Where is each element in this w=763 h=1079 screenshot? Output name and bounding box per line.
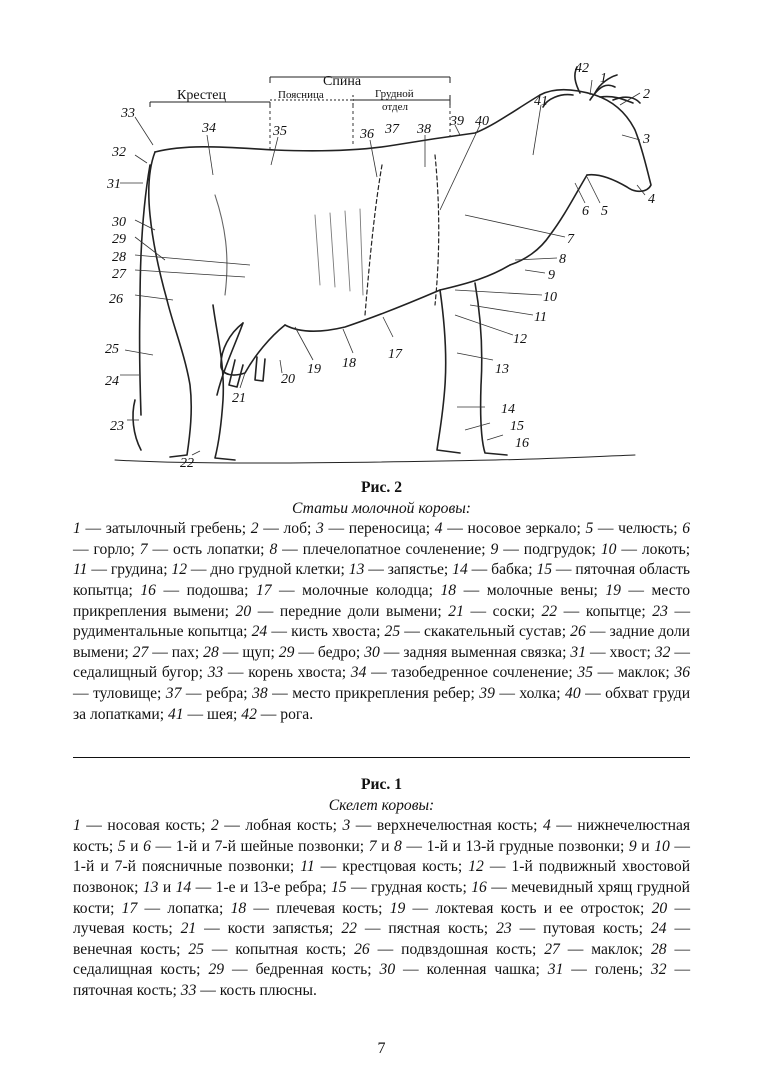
legend-entry: 21 — кости запястья; [180, 920, 342, 938]
legend-entry: 26 — задние доли вымени; [73, 623, 691, 661]
legend-number: 12 [171, 561, 188, 579]
legend-text: плечевая кость [276, 899, 379, 917]
legend-text: лоб [283, 520, 307, 538]
legend-entry: 13 — запястье; [348, 561, 453, 579]
legend-number: 35 [577, 664, 593, 682]
callout-29: 29 [112, 232, 126, 247]
legend-entry: 22 — пястная кость; [341, 920, 497, 938]
legend-text: маклок [591, 940, 639, 958]
legend-number: 5 [585, 520, 594, 538]
legend-text: запястье [387, 561, 444, 579]
legend-number: 8 [394, 837, 402, 855]
legend-text: подгрудок [523, 540, 592, 558]
legend-entry: 30 — коленная чашка; [379, 961, 548, 979]
legend-number: 39 [479, 684, 495, 702]
legend-number: 29 [278, 643, 295, 661]
legend-number: 11 [73, 561, 88, 579]
legend-number: 27 [132, 643, 149, 661]
callout-28: 28 [112, 250, 126, 265]
legend-entry: 38 — место прикрепления ребер; [252, 684, 480, 702]
legend-entry: 15 — пяточная область копытца; [73, 561, 691, 599]
legend-number: 22 [541, 602, 558, 620]
legend-entry: 40 — обхват груди за лопатками; [73, 684, 691, 723]
figure1-caption [73, 775, 690, 1002]
legend-text: 1-й и 13-й грудные позвонки [426, 837, 620, 855]
legend-number: 15 [330, 878, 347, 896]
legend-entry: 36 — туловище; [73, 664, 691, 702]
legend-text: 1-й и 7-й поясничные позвонки [73, 858, 290, 876]
legend-entry: 12 — дно грудной клетки; [171, 561, 349, 579]
callout-41: 41 [534, 94, 548, 109]
callout-33: 33 [121, 106, 135, 121]
legend-number: 33 [180, 981, 197, 999]
legend-text: челюсть [618, 520, 674, 538]
legend-number: 14 [175, 878, 192, 896]
legend-number: 19 [605, 581, 621, 599]
segment-label-loin: Поясница [278, 89, 324, 101]
callout-40: 40 [475, 114, 489, 129]
legend-number: 24 [251, 623, 268, 641]
legend-entry: 37 — ребра; [165, 684, 253, 702]
callout-16: 16 [515, 436, 529, 451]
legend-number: 33 [207, 664, 224, 682]
legend-text: копытце [585, 602, 642, 620]
callout-4: 4 [648, 192, 655, 207]
callout-2: 2 [643, 87, 650, 102]
legend-entry: 4 — носовое зеркало; [434, 520, 586, 538]
legend-text: голень [594, 961, 639, 979]
legend-entry: 28 — щуп; [203, 643, 279, 661]
legend-entry: 39 — холка; [479, 684, 566, 702]
legend-entry: 13 и 14 — 1-е и 13-е ребра; [142, 878, 331, 896]
legend-entry: 23 — путовая кость; [496, 920, 651, 938]
legend-entry: 29 — бедренная кость; [208, 961, 380, 979]
callout-8: 8 [559, 252, 566, 267]
legend-text: пястная кость [388, 920, 484, 938]
legend-number: 14 [452, 561, 468, 579]
legend-number: 32 [654, 643, 671, 661]
callout-22: 22 [180, 456, 194, 471]
legend-entry: 1 — носовая кость; [73, 817, 211, 835]
legend-number: 24 [650, 920, 667, 938]
legend-text: коленная чашка [426, 961, 536, 979]
callout-17: 17 [388, 347, 402, 362]
callout-39: 39 [450, 114, 464, 129]
legend-text: грудная кость [371, 878, 463, 896]
legend-number: 10 [600, 540, 617, 558]
legend-number: 26 [570, 623, 586, 641]
legend-number: 18 [440, 581, 457, 599]
callout-27: 27 [112, 267, 126, 282]
legend-entry: 7 — ость лопатки; [139, 540, 270, 558]
callout-6: 6 [582, 204, 589, 219]
legend-entry: 18 — плечевая кость; [230, 899, 390, 917]
legend-entry: 15 — грудная кость; [330, 878, 472, 896]
legend-number: 40 [565, 684, 581, 702]
legend-entry: 12 — 1-й подвижный хвостовой позвонок; [73, 858, 691, 896]
segment-label-back: Спина [323, 74, 362, 89]
legend-number: 29 [208, 961, 225, 979]
legend-text: дно грудной клетки [210, 561, 341, 579]
legend-number: 8 [269, 540, 278, 558]
legend-entry: 27 — пах; [132, 643, 204, 661]
legend-text: задняя выменная связка [403, 643, 563, 661]
legend-entry: 14 — бабка; [452, 561, 537, 579]
legend-text: подвздошная кость [401, 940, 532, 958]
callout-numbers [105, 61, 655, 471]
legend-text: лопатка [167, 899, 219, 917]
legend-number: 6 [143, 837, 151, 855]
legend-text: лобная кость [245, 817, 333, 835]
callout-31: 31 [107, 177, 121, 192]
legend-text: верхнечелюстная кость [376, 817, 534, 835]
legend-text: бедро [317, 643, 356, 661]
legend-text: тазобедренное сочленение [391, 664, 569, 682]
legend-number: 30 [364, 643, 380, 661]
segment-label-thoracic-2: отдел [382, 101, 408, 113]
legend-number: 25 [384, 623, 401, 641]
legend-entry: 7 и 8 — 1-й и 13-й грудные позвонки; [368, 837, 629, 855]
section-divider [73, 757, 690, 758]
callout-37: 37 [385, 122, 399, 137]
callout-26: 26 [109, 292, 123, 307]
legend-text: носовое зеркало [467, 520, 577, 538]
legend-number: 17 [121, 899, 138, 917]
callout-23: 23 [110, 419, 124, 434]
legend-number: 5 [117, 837, 126, 855]
legend-entry: 31 — хвост; [570, 643, 655, 661]
legend-entry: 3 — верхнечелюстная кость; [342, 817, 543, 835]
legend-entry: 28 — седалищная кость; [73, 940, 691, 979]
legend-number: 7 [139, 540, 148, 558]
figure1-subtitle: Скелет коровы: [328, 796, 435, 814]
legend-number: 2 [250, 520, 259, 538]
legend-number: 25 [188, 940, 204, 958]
legend-entry: 20 — лучевая кость; [73, 899, 691, 938]
legend-entry: 1 — затылочный гребень; [73, 520, 251, 538]
legend-number: 3 [316, 520, 324, 538]
legend-text: 1-й подвижный хвостовой позвонок [73, 858, 691, 896]
legend-text: 1-е и 13-е ребра [215, 878, 323, 896]
legend-entry: 33 — кость плюсны. [180, 981, 317, 999]
legend-number: 2 [211, 817, 219, 835]
cow-outline [115, 67, 651, 463]
callout-12: 12 [513, 332, 527, 347]
legend-text: рудиментальные копытца [73, 623, 244, 641]
legend-text: хвост [609, 643, 647, 661]
legend-text: холка [519, 684, 557, 702]
legend-number: 17 [255, 581, 272, 599]
legend-number: 21 [448, 602, 464, 620]
legend-text: грудина [110, 561, 164, 579]
legend-entry: 9 — подгрудок; [490, 540, 601, 558]
legend-entry: 8 — плечелопатное сочленение; [269, 540, 491, 558]
callout-10: 10 [543, 290, 557, 305]
legend-entry: 2 — лоб; [250, 520, 316, 538]
callout-13: 13 [495, 362, 509, 377]
callout-35: 35 [273, 124, 287, 139]
legend-number: 34 [350, 664, 367, 682]
legend-entry: 35 — маклок; [577, 664, 675, 682]
callout-18: 18 [342, 356, 356, 371]
legend-entry: 17 — лопатка; [121, 899, 231, 917]
legend-entry: 41 — шея; [167, 705, 242, 723]
legend-entry: 25 — копытная кость; [188, 940, 355, 958]
legend-text: ребра [205, 684, 244, 702]
legend-text: корень хвоста [248, 664, 342, 682]
callout-20: 20 [281, 372, 295, 387]
legend-number: 28 [203, 643, 219, 661]
legend-text: обхват груди за лопатками [73, 684, 691, 723]
figure2-title: Рис. 2 [360, 479, 403, 496]
legend-text: плечелопатное сочленение [302, 540, 482, 558]
legend-text: мечевидный хрящ грудной кости [73, 878, 691, 917]
legend-entry: 23 — рудиментальные копытца; [73, 602, 691, 641]
page-number: 7 [377, 1040, 386, 1057]
legend-entry: 32 — седалищный бугор; [73, 643, 691, 682]
legend-entry: 11 — крестцовая кость; [300, 858, 469, 876]
legend-entry: 26 — подвздошная кость; [354, 940, 545, 958]
legend-text: путовая кость [543, 920, 639, 938]
legend-number: 26 [354, 940, 370, 958]
legend-entry: 31 — голень; [547, 961, 651, 979]
legend-number: 1 [73, 817, 81, 835]
legend-number: 15 [536, 561, 553, 579]
legend-entry: 17 — молочные колодца; [255, 581, 441, 599]
legend-text: венечная кость [73, 940, 177, 958]
figure1-legend [73, 816, 690, 1001]
legend-number: 12 [468, 858, 484, 876]
legend-number: 30 [379, 961, 396, 979]
legend-number: 41 [167, 705, 184, 723]
legend-entry: 30 — задняя выменная связка; [364, 643, 571, 661]
legend-text: передние доли вымени [279, 602, 438, 620]
legend-text: место прикрепления ребер [292, 684, 471, 702]
callout-21: 21 [232, 391, 246, 406]
callout-5: 5 [601, 204, 608, 219]
legend-number: 37 [165, 684, 182, 702]
legend-entry: 16 — подошва; [140, 581, 256, 599]
figure1-title: Рис. 1 [360, 776, 403, 793]
legend-entry: 21 — соски; [448, 602, 542, 620]
figure2-subtitle: Статьи молочной коровы: [292, 499, 471, 517]
legend-entry: 42 — рога. [241, 705, 314, 723]
legend-entry: 19 — место прикрепления вымени; [73, 581, 691, 620]
legend-text: крестцовая кость [342, 858, 458, 876]
legend-text: 1-й и 7-й шейные позвонки [175, 837, 360, 855]
legend-text: кость плюсны [219, 981, 313, 999]
segment-label-sacrum: Крестец [177, 88, 226, 103]
callout-9: 9 [548, 268, 555, 283]
legend-entry: 6 — горло; [73, 520, 690, 558]
legend-entry: 19 — локтевая кость и ее отросток; [389, 899, 652, 917]
legend-text: место прикрепления вымени [73, 581, 691, 620]
legend-number: 1 [73, 520, 81, 538]
legend-number: 19 [389, 899, 406, 917]
callout-32: 32 [112, 145, 126, 160]
legend-number: 42 [241, 705, 257, 723]
leader-lines [120, 80, 645, 455]
legend-number: 23 [496, 920, 512, 938]
legend-text: локоть [641, 540, 686, 558]
legend-number: 38 [252, 684, 268, 702]
callout-15: 15 [510, 419, 524, 434]
legend-entry: 3 — переносица; [316, 520, 435, 538]
legend-entry: 32 — пяточная кость; [73, 961, 691, 999]
callout-38: 38 [417, 122, 431, 137]
legend-entry: 4 — нижнечелюстная кость; [73, 817, 691, 855]
callout-42: 42 [575, 61, 589, 76]
legend-number: 10 [654, 837, 670, 855]
legend-number: 4 [434, 520, 443, 538]
legend-text: пяточная область копытца [73, 561, 691, 599]
legend-text: затылочный гребень [105, 520, 242, 538]
legend-number: 18 [230, 899, 247, 917]
figure2-caption [73, 478, 690, 725]
legend-entry: 20 — передние доли вымени; [235, 602, 449, 620]
legend-number: 27 [544, 940, 560, 958]
legend-number: 7 [368, 837, 377, 855]
callout-30: 30 [112, 215, 126, 230]
legend-text: рога [280, 705, 310, 723]
legend-text: переносица [348, 520, 426, 538]
cow-illustration [95, 55, 685, 475]
legend-entry: 34 — тазобедренное сочленение; [350, 664, 578, 682]
callout-34: 34 [202, 121, 216, 136]
legend-entry: 33 — корень хвоста; [207, 664, 351, 682]
callout-24: 24 [105, 374, 119, 389]
legend-text: пах [171, 643, 195, 661]
legend-text: носовая кость [107, 817, 202, 835]
legend-text: кости запястья [227, 920, 330, 938]
callout-14: 14 [501, 402, 515, 417]
legend-entry: 11 — грудина; [73, 561, 172, 579]
legend-entry: 5 — челюсть; [585, 520, 683, 538]
legend-number: 16 [140, 581, 156, 599]
callout-7: 7 [567, 232, 574, 247]
legend-text: задние доли вымени [73, 623, 691, 661]
legend-text: щуп [242, 643, 271, 661]
legend-number: 13 [142, 878, 159, 896]
legend-number: 9 [628, 837, 637, 855]
legend-number: 23 [652, 602, 668, 620]
legend-number: 36 [674, 664, 691, 682]
legend-entry: 10 — локоть; [600, 540, 691, 558]
legend-text: ость лопатки [173, 540, 261, 558]
legend-text: шея [206, 705, 234, 723]
legend-entry: 25 — скакательный сустав; [384, 623, 571, 641]
cow-diagram [95, 55, 685, 475]
legend-entry: 5 и 6 — 1-й и 7-й шейные позвонки; [117, 837, 369, 855]
legend-text: нижнечелюстная кость [73, 817, 691, 855]
legend-entry: 16 — мечевидный хрящ грудной кости; [73, 878, 691, 917]
legend-text: соски [492, 602, 531, 620]
callout-1: 1 [600, 71, 607, 86]
legend-text: молочные вены [486, 581, 594, 599]
legend-number: 11 [300, 858, 315, 876]
legend-number: 20 [235, 602, 252, 620]
legend-number: 32 [650, 961, 667, 979]
legend-text: седалищная кость [73, 961, 197, 979]
legend-text: локтевая кость и ее отросток [435, 899, 640, 917]
legend-entry: 24 — кисть хвоста; [251, 623, 385, 641]
legend-number: 31 [570, 643, 587, 661]
legend-text: молочные колодца [302, 581, 429, 599]
legend-text: кисть хвоста [291, 623, 377, 641]
legend-number: 6 [682, 520, 690, 538]
legend-number: 16 [471, 878, 487, 896]
legend-entry: 9 и 10 — 1-й и 7-й поясничные позвонки; [73, 837, 691, 876]
callout-3: 3 [643, 132, 650, 147]
legend-entry: 27 — маклок; [544, 940, 651, 958]
legend-text: пяточная кость [73, 981, 173, 999]
legend-number: 28 [650, 940, 667, 958]
legend-number: 9 [490, 540, 499, 558]
legend-entry: 24 — венечная кость; [73, 920, 691, 958]
legend-entry: 29 — бедро; [278, 643, 365, 661]
figure2-legend [73, 519, 690, 725]
legend-text: туловище [93, 684, 157, 702]
legend-entry: 18 — молочные вены; [440, 581, 606, 599]
legend-number: 31 [547, 961, 564, 979]
legend-text: бедренная кость [255, 961, 368, 979]
legend-number: 20 [651, 899, 668, 917]
callout-19: 19 [307, 362, 321, 377]
callout-11: 11 [534, 310, 547, 325]
legend-text: маклок [617, 664, 666, 682]
legend-text: бабка [491, 561, 529, 579]
legend-number: 21 [180, 920, 197, 938]
callout-25: 25 [105, 342, 119, 357]
legend-text: копытная кость [235, 940, 342, 958]
legend-text: седалищный бугор [73, 664, 199, 682]
legend-text: горло [93, 540, 131, 558]
legend-text: подошва [186, 581, 245, 599]
legend-number: 4 [542, 817, 551, 835]
segment-label-thoracic-1: Грудной [375, 88, 414, 100]
legend-text: лучевая кость [73, 920, 169, 938]
legend-number: 22 [341, 920, 357, 938]
legend-text: скакательный сустав [423, 623, 562, 641]
callout-36: 36 [360, 127, 374, 142]
legend-entry: 2 — лобная кость; [211, 817, 343, 835]
legend-number: 13 [348, 561, 365, 579]
legend-entry: 22 — копытце; [541, 602, 653, 620]
legend-number: 3 [342, 817, 351, 835]
